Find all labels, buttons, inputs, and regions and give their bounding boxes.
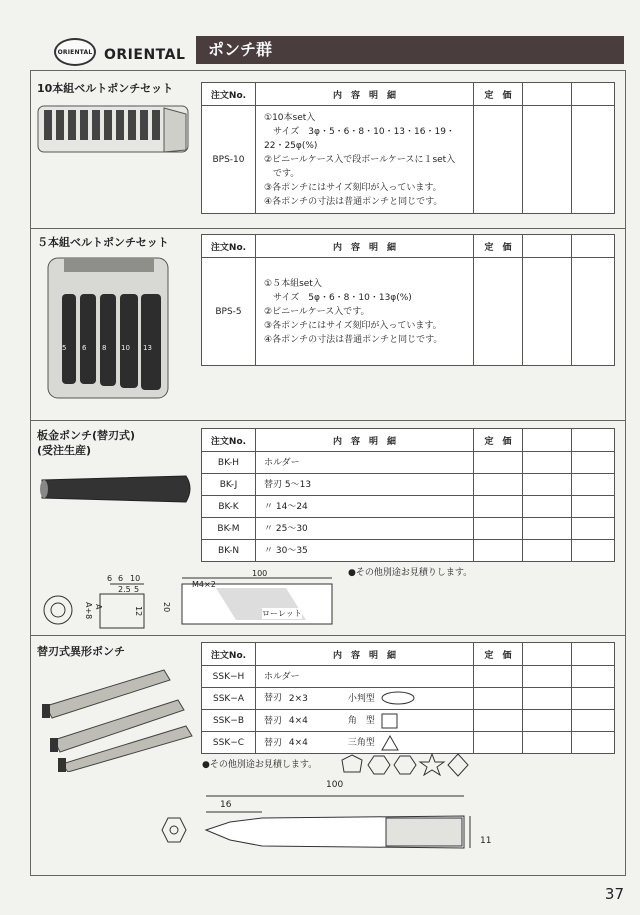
detail-text: 替刃 (264, 738, 283, 748)
detail-shape: 角 型 (347, 716, 375, 726)
col-price: 定 価 (474, 643, 523, 666)
detail-line: ④各ポンチの寸法は普通ポンチと同じです。 (264, 196, 443, 207)
punch-set-10-photo (36, 100, 196, 160)
detail-line: 〃 30〜35 (256, 540, 474, 562)
col-order-no: 注文No. (202, 643, 256, 666)
col-order-no: 注文No. (202, 235, 256, 258)
detail-line: ①10本set入 (264, 112, 316, 123)
brand-logo (54, 38, 96, 66)
order-code: SSK−H (202, 666, 256, 688)
dim-label: 5 (134, 585, 140, 594)
brand-name: ORIENTAL (104, 47, 186, 63)
order-code: BK-N (202, 540, 256, 562)
dim-label: 12 (134, 606, 143, 617)
other-shapes-icons (340, 752, 470, 778)
details-cell (256, 106, 474, 214)
section-divider (30, 228, 626, 229)
detail-line: ③各ポンチにはサイズ刻印が入っています。 (264, 182, 442, 193)
detail-line: ①５本組set入 (264, 278, 322, 289)
section-title-line: 板金ポンチ(替刃式) (37, 429, 136, 442)
detail-line: ホルダー (256, 452, 474, 474)
detail-shape: 三角型 (347, 738, 375, 748)
details-cell (256, 710, 474, 732)
dim-label: 2.5 (118, 585, 131, 594)
sheet-metal-punch-photo (36, 470, 196, 510)
col-price: 定 価 (474, 235, 523, 258)
col-order-no: 注文No. (202, 83, 256, 106)
dim-label: 10 (130, 574, 141, 583)
dim-label: 100 (252, 569, 268, 578)
col-price: 定 価 (474, 429, 523, 452)
details-cell (256, 688, 474, 710)
detail-line: ②ビニールケース入です。 (264, 306, 370, 317)
brand-logo-text: ORIENTAL (57, 48, 93, 56)
detail-text: 替刃 (264, 693, 283, 704)
order-code: BPS-10 (202, 106, 256, 214)
page-title: ポンチ群 (196, 36, 624, 64)
detail-line: ③各ポンチにはサイズ刻印が入っています。 (264, 320, 442, 331)
dim-label: 6 (118, 574, 124, 583)
col-order-no: 注文No. (202, 429, 256, 452)
table-bps5 (201, 234, 615, 366)
dim-label: 6 (107, 574, 113, 583)
section-title-bps10: 10本組ベルトポンチセット (37, 82, 174, 95)
detail-shape: 小判型 (347, 693, 375, 704)
detail-text: 替刃 (264, 716, 283, 726)
pentagon-shape-icon (342, 755, 362, 772)
detail-line: サイズ 3φ・5・6・8・10・13・16・19・22・25φ(%) (264, 126, 455, 151)
col-price: 定 価 (474, 83, 523, 106)
size-label: 10 (121, 344, 130, 352)
section-divider (30, 635, 626, 636)
size-label: 5 (62, 344, 67, 352)
order-code: BK-J (202, 474, 256, 496)
dim-label: 11 (480, 836, 492, 846)
detail-size: 4×4 (288, 738, 308, 748)
detail-line: 〃 25〜30 (256, 518, 474, 540)
detail-size: 2×3 (288, 693, 308, 704)
col-details: 内 容 明 細 (256, 83, 474, 106)
knurl-label: ローレット (262, 609, 302, 618)
table-ssk (201, 642, 615, 754)
punch-set-5-photo (44, 254, 174, 404)
detail-line: ④各ポンチの寸法は普通ポンチと同じです。 (264, 334, 443, 345)
detail-line: です。 (264, 168, 300, 179)
dim-label: 20 (162, 602, 171, 613)
detail-line: 替刃 5〜13 (256, 474, 474, 496)
order-code: BK-K (202, 496, 256, 518)
star-shape-icon (420, 754, 444, 775)
shaped-punch-photo (36, 662, 196, 772)
order-code: SSK−A (202, 688, 256, 710)
detail-line: ホルダー (256, 666, 474, 688)
dim-label: A+8 (84, 602, 93, 620)
details-cell (256, 732, 474, 754)
order-code: SSK−B (202, 710, 256, 732)
order-code: BPS-5 (202, 258, 256, 366)
section-title-bps5: ５本組ベルトポンチセット (37, 236, 169, 249)
hexagon-shape-icon (394, 756, 416, 774)
dim-label: 16 (220, 800, 232, 810)
diamond-shape-icon (448, 754, 468, 776)
estimate-note: ●その他別途お見積します。 (202, 760, 318, 770)
table-bps10 (201, 82, 615, 214)
dim-label: A (94, 604, 103, 610)
ssk-drawing-labels (150, 780, 510, 870)
page-number: 37 (604, 885, 624, 903)
detail-line: ②ビニールケース入で段ボールケースに１set入 (264, 154, 456, 165)
dim-label: M4×2 (192, 580, 216, 589)
detail-size: 4×4 (288, 716, 308, 726)
section-title-bk (37, 428, 135, 458)
table-bk (201, 428, 615, 562)
bk-drawing-labels (44, 568, 354, 634)
estimate-note: ●その他別途お見積りします。 (348, 568, 473, 578)
size-label: 13 (143, 344, 152, 352)
col-details: 内 容 明 細 (256, 643, 474, 666)
size-label: 8 (102, 344, 107, 352)
order-code: SSK−C (202, 732, 256, 754)
detail-line: サイズ 5φ・6・8・10・13φ(%) (264, 292, 412, 303)
detail-line: 〃 14〜24 (256, 496, 474, 518)
col-details: 内 容 明 細 (256, 235, 474, 258)
section-title-line: (受注生産) (37, 444, 92, 457)
oval-shape-icon (381, 691, 415, 705)
details-cell (256, 258, 474, 366)
hexagon-shape-icon (368, 756, 390, 774)
section-title-ssk: 替刃式異形ポンチ (37, 645, 125, 658)
size-label: 6 (82, 344, 87, 352)
triangle-shape-icon (381, 735, 399, 751)
col-details: 内 容 明 細 (256, 429, 474, 452)
square-shape-icon (381, 713, 399, 729)
section-divider (30, 420, 626, 421)
order-code: BK-M (202, 518, 256, 540)
dim-label: 100 (326, 780, 344, 790)
order-code: BK-H (202, 452, 256, 474)
